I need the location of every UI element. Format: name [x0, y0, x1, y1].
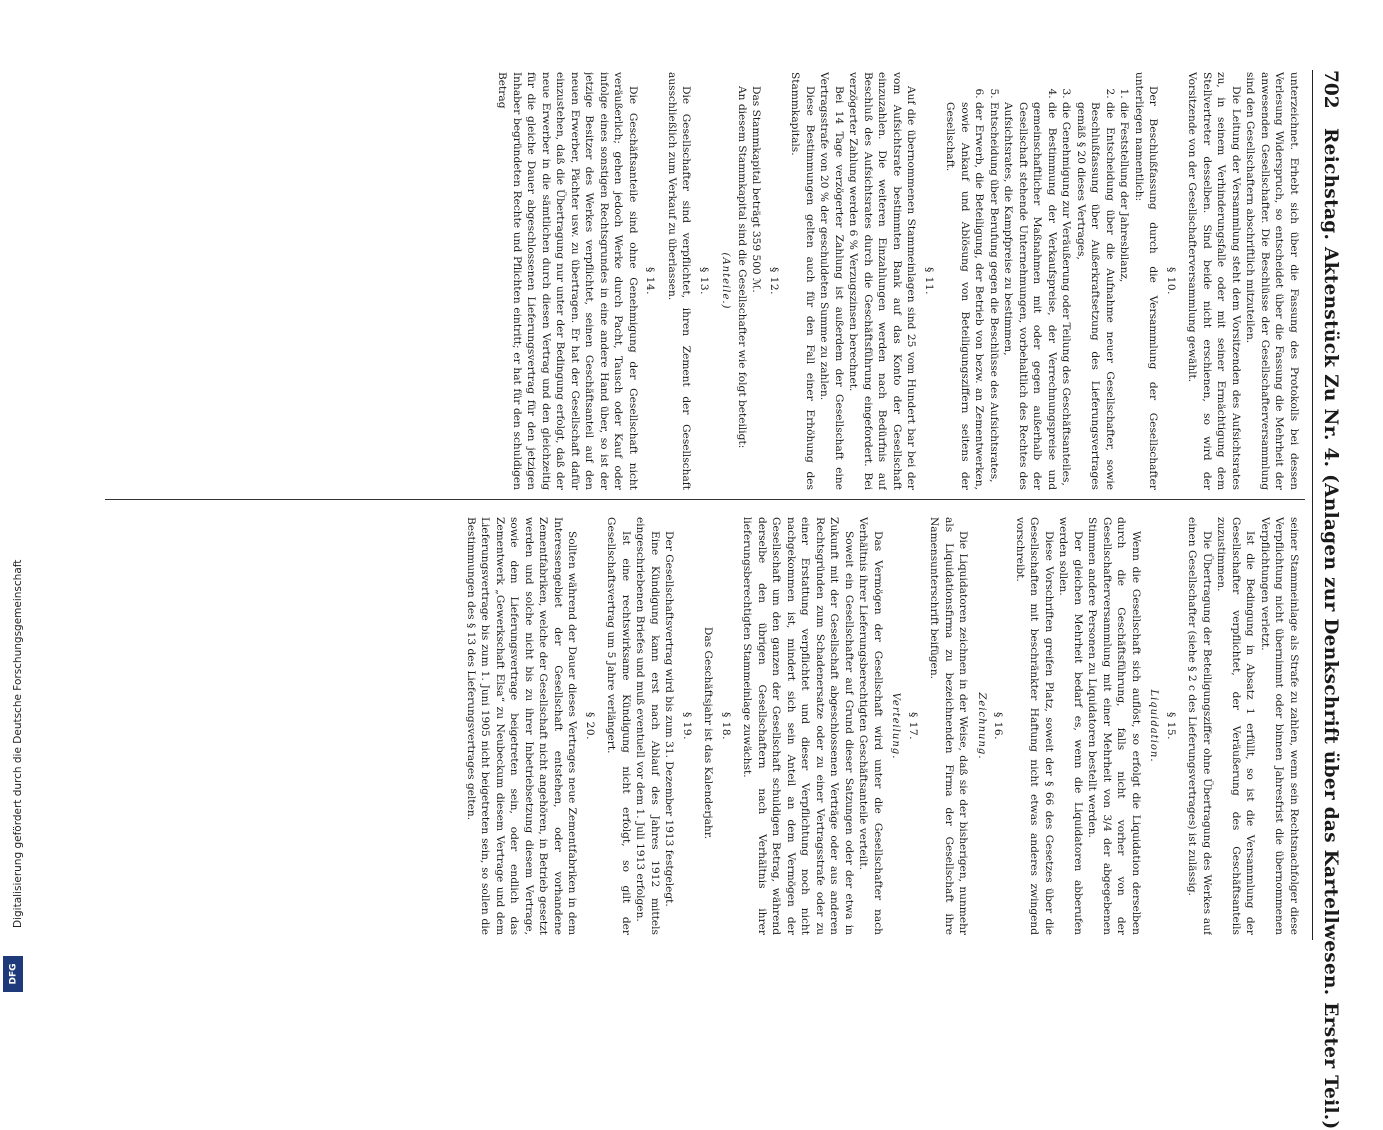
section-heading-14: § 14. [644, 266, 657, 295]
list-item: 1. die Feststellung der Jahresbilanz, [1117, 102, 1132, 490]
page-number: 702 [1320, 70, 1341, 109]
section-title-17: Verteilung. [890, 692, 902, 760]
paragraph: Diese Bestimmungen gelten auch für den Fall einer Erhöhung des Stammkapitals. [789, 72, 816, 490]
dfg-logo [3, 956, 23, 992]
page-header [1312, 70, 1351, 1130]
paragraph: Das Vermögen der Gesellschaft wird unter die Gesellschafter nach Verhältnis ihrer Lieferungsberechtigten Geschäftsanteile verteilt. [857, 517, 884, 935]
logo-text: DFG [8, 963, 19, 985]
left-column [106, 72, 1301, 490]
section-heading-15: § 15. [1165, 711, 1177, 740]
paragraph: Eine Kündigung kann erst nach Ablauf des Jahres 1912 mittels eingeschriebenen Briefes und muß eventuell vor dem 1. Juli 1913 erfolgen. [634, 517, 661, 935]
paragraph: Soweit ein Gesellschafter auf Grund dieser Satzungen oder der etwa in Zukunft mit der Gesellschaft abgeschlossenen Verträge oder aus anderen Rechtsgründen zum Schadenersatze oder zu einer Vertragsstrafe oder zu einer Erstattung verpflichtet und dieser Verpflichtung noch nicht nachgekommen ist, mindert sich sein Anteil an dem Vermögen der Gesellschaft um den ganzen der Gesellschaft schuldigen Betrag, während derselbe den übrigen Gesellschaftern nach Verhältnis ihrer lieferungsberechtigten Stammeinlage zuwächst. [741, 517, 855, 935]
paragraph: Die Gesellschafter sind verpflichtet, ihren Zement der Gesellschaft ausschließlich zum Verkauf zu überlassen. [666, 72, 693, 490]
section-title-16: Zeichnung. [976, 692, 987, 760]
paragraph: Diese Vorschriften greifen Platz, soweit der § 66 des Gesetzes über die Gesellschaften mit beschränkter Haftung nicht etwas anderes zwingend vorschreibt. [1014, 517, 1055, 935]
paragraph: Der Beschlußfassung durch die Versammlung der Gesellschafter unterliegen namentlich: [1133, 72, 1160, 490]
list-item: 6. der Erwerb, die Beteiligung, der Betrieb von bezw. an Zementwerken, sowie Ankauf und Ablösung von Beteiligungsziffern seitens der Gesellschaft. [943, 102, 987, 490]
section-heading-12: § 12. [768, 266, 780, 295]
running-title: Reichstag. Aktenstück Zu Nr. 4. (Anlagen zur Denkschrift über das Kartellwesen. Erster Teil.) [1320, 128, 1341, 1130]
paragraph: Ist eine rechtswirksame Kündigung nicht erfolgt, so gilt der Gesellschaftsvertrag um 5 Jahre verlängert. [605, 517, 632, 935]
paragraph: seiner Stammeinlage als Strafe zu zahlen, wenn sein Rechtsnachfolger diese Verpflichtung nicht übernimmt oder binnen Jahresfrist die übernommenen Verpflichtungen verletzt. [1259, 517, 1300, 935]
paragraph: Wenn die Gesellschaft sich auflöst, so erfolgt die Liquidation derselben durch die Geschäftsführung, falls nicht vorher von der Gesellschafterversammlung mit einer Mehrheit von 3/4 der abgegebenen Stimmen andere Personen zu Liquidatoren bestellt werden. [1086, 517, 1142, 935]
paragraph: Bei 14 Tage verzögerter Zahlung ist außerdem der Gesellschaft eine Vertragsstrafe von 20 % der geschuldeten Summe zu zahlen. [818, 72, 845, 490]
section-heading-19: § 19. [681, 711, 693, 740]
paragraph: An diesem Stammkapital sind die Gesellschafter wie folgt beteiligt: [736, 86, 748, 449]
paragraph: Die Geschäftsanteile sind ohne Genehmigung der Gesellschaft nicht veräußerlich; gehen jedoch Werke durch Pacht, Tausch oder Kauf oder infolge eines sonstigen Rechtsgrundes in eine andere Hand über, so ist der jetzige Besitzer des Werkes verpflichtet, seinen Geschäftsanteil auf den neuen Erwerber, Pächter usw. zu übertragen. Er hat der Gesellschaft dafür einzustehen, daß die Übertragung nur unter der Bedingung erfolgt, daß der neue Erwerber in die sämtlichen durch diesen Vertrag und den gleichzeitig für die gleiche Dauer abgeschlossenen Lieferungsvertrag für den jetzigen Inhaber begründeten Rechte und Pflichten eintritt; er hat für den schuldigen Betrag [496, 72, 639, 490]
paragraph: Der Gesellschaftsvertrag wird bis zum 31. Dezember 1913 festgelegt. [663, 531, 676, 907]
paragraph: Ist die Bedingung in Absatz 1 erfüllt, so ist die Versammlung der Gesellschafter verpflichtet, der Veräußerung des Geschäftsanteils zuzustimmen. [1215, 517, 1257, 935]
list-item: 5. Entscheidung über Berufung gegen die Beschlüsse des Aufsichtsrates, [987, 102, 1002, 490]
list-item: 2. die Entscheidung über die Aufnahme neuer Gesellschafter, sowie Beschlußfassung über Außerkraftsetzung des Lieferungsvertrages gemäß § 20 dieses Vertrages, [1074, 102, 1118, 490]
right-column [106, 517, 1301, 935]
paragraph: Das Stammkapital beträgt 359 500 ℳ. [750, 86, 763, 293]
list-item: 4. die Bestimmung der Verkaufspreise, der Verrechnungspreise und gemeinschaftlicher Maßnahmen mit oder gegen außerhalb der Gesellschaft stehende Unternehmungen, vorbehaltlich des Rechtes des Aufsichtsrates, die Kampfpreise zu bestimmen, [1001, 102, 1059, 490]
section-heading-13: § 13. [698, 266, 710, 295]
section-heading-17: § 17. [907, 711, 919, 740]
paragraph: unterzeichnet. Erhebt sich über die Fassung des Protokolls bei dessen Verlesung Widerspruch, so entscheidet über die Fassung die Mehrheit der anwesenden Gesellschafter. Die Beschlüsse der Gesellschafterversammlung sind den Gesellschaftern abschriftlich mitzuteilen. [1244, 72, 1300, 490]
shares-note: (Anteile.) [720, 252, 732, 310]
section-heading-16: § 16. [992, 711, 1005, 740]
section-heading-18: § 18. [720, 711, 732, 740]
paragraph: Die Übertragung der Beteiligungsziffer ohne Übertragung des Werkes auf einen Gesellschafter (siehe § 2 c des Lieferungsvertrages) ist zulässig. [1186, 517, 1213, 935]
section-10-list [943, 72, 1132, 490]
column-rule [105, 499, 1305, 500]
section-title-15: Liquidation. [1148, 689, 1160, 763]
section-heading-11: § 11. [923, 266, 935, 295]
paragraph: Sollten während der Dauer dieses Vertrages neue Zementfabriken in dem Interessengebiet der Gesellschaft entstehen, oder vorhandene Zementfabriken, welche der Gesellschaft nicht angehören, in Betrieb gesetzt werden und solche nicht bis zu ihrer Inbetriebsetzung diesem Vertrage, sowie dem Lieferungsvertrage beigetreten sein, oder endlich das Zementwerk „Gewerkschaft Elsa“ zu Neubeckum diesem Vertrage und dem Lieferungsvertrage bis zum 1. Juni 1905 nicht beigetreten sein, so sollen die Bestimmungen des § 13 des Lieferungsvertrages gelten. [465, 517, 579, 935]
paragraph: Das Geschäftsjahr ist das Kalenderjahr. [702, 626, 715, 840]
paragraph: Die Liquidatoren zeichnen in der Weise, daß sie der bisherigen, nunmehr als Liquidationsfirma zu bezeichnenden Firma der Gesellschaft ihre Namensunterschrift beifügen. [928, 517, 970, 935]
section-heading-10: § 10. [1165, 266, 1177, 295]
paragraph: Der gleichen Mehrheit bedarf es, wenn die Liquidatoren abberufen werden sollen. [1057, 517, 1084, 935]
funding-note: Digitalisierung gefördert durch die Deutsche Forschungsgemeinschaft [12, 559, 24, 928]
paragraph: Die Leitung der Versammlung steht dem Vorsitzenden des Aufsichtsrates zu, in seinem Verhinderungsfalle oder mit seiner Ermächtigung dem Stellvertreter desselben. Sind beide nicht erschienen, so wird der Vorsitzende von der Gesellschafterversammlung gewählt. [1186, 72, 1242, 490]
funding-sidebar [0, 0, 26, 1000]
paragraph: Auf die übernommenen Stammeinlagen sind 25 vom Hundert bar bei der vom Aufsichtsrate bestimmten Bank auf das Konto der Gesellschaft einzuzahlen. Die weiteren Einzahlungen werden nach Bedürfnis auf Beschluß des Aufsichtsrates durch die Geschäftsführung eingefordert. Bei verzögerter Zahlung werden 6 % Verzugszinsen berechnet. [847, 72, 918, 490]
section-heading-20: § 20. [584, 711, 596, 740]
list-item: 3. die Genehmigung zur Veräußerung oder Teilung des Geschäftsanteiles, [1059, 102, 1074, 490]
